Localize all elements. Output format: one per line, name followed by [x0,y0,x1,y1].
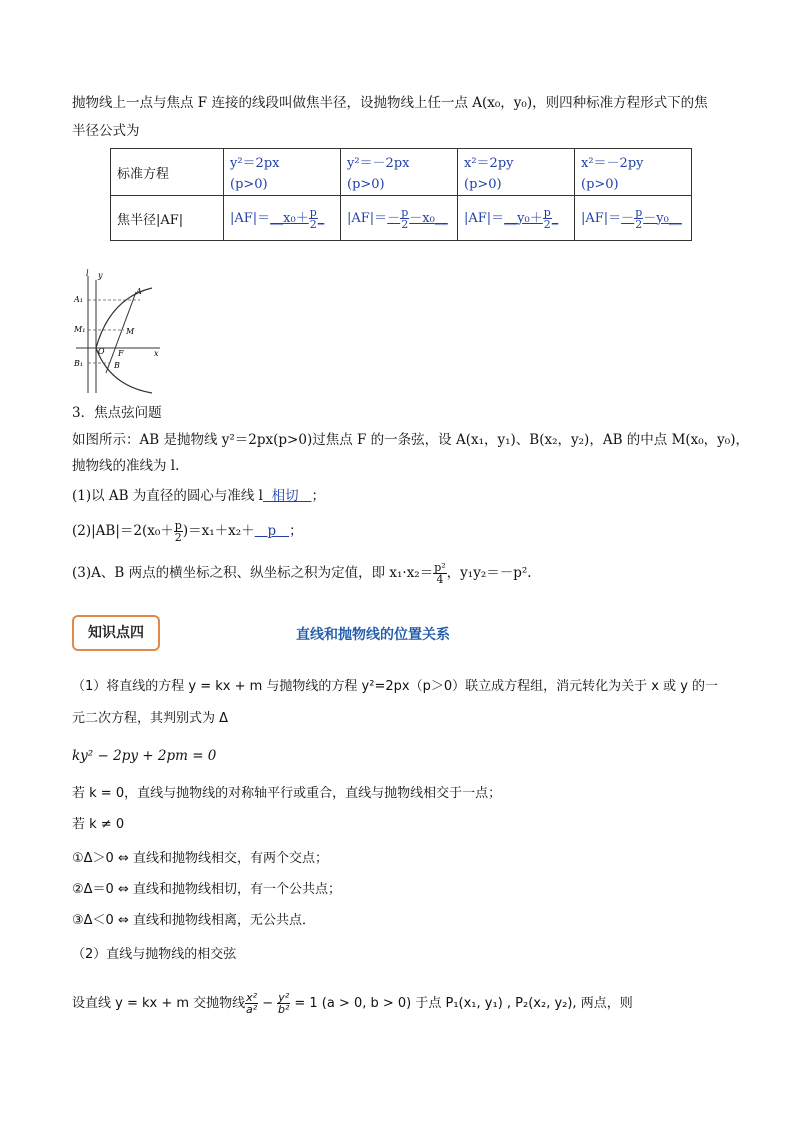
table-cell: x²＝2py (p>0) [458,149,575,196]
table-cell: |AF|＝__x₀＋ $\frac{p}{2}$ _ [224,196,341,241]
table-cell: |AF|＝__y₀＋ $\frac{p}{2}$ _ [458,196,575,241]
section-title: 直线和抛物线的位置关系 [296,627,450,643]
label-m1: M₁ [74,325,86,334]
label-a1: A₁ [74,295,83,304]
body-line-7: ②Δ＝0 ⇔ 直线和抛物线相切，有一个公共点； [72,882,341,897]
table-cell: |AF|＝－ $\frac{p}{2}$ －y₀__ [575,196,692,241]
table-row [111,149,692,196]
section3-item3: (3)A、B 两点的横坐标之积、纵坐标之积为定值，即 x₁·x₂＝ $\frac{\text{p²}}{4}$ ，y₁y₂＝－p². [72,561,532,586]
equation: ky² − 2py + 2pm = 0 [72,748,217,764]
section3-p1: 如图所示：AB 是抛物线 y²＝2px(p>0)过焦点 F 的一条弦，设 A(x₁，y₁)、B(x₂，y₂)，AB 的中点 M(x₀，y₀)， [72,432,749,448]
label-y: y [98,271,103,280]
label-a: A [136,287,142,296]
label-l: l [86,269,89,278]
body-line-5: 若 k ≠ 0 [72,817,125,832]
section3-item2: (2)|AB|＝2(x₀＋ $\frac{p}{2}$ )＝x₁＋x₂＋ p ； [72,519,303,544]
body-line-4: 若 k = 0，直线与抛物线的对称轴平行或重合，直线与抛物线相交于一点； [72,786,502,801]
label-x: x [154,349,159,358]
intro-line-1: 抛物线上一点与焦点 F 连接的线段叫做焦半径，设抛物线上任一点 A(x₀，y₀)，则四种标准方程形式下的焦 [72,95,708,111]
knowledge-point-badge: 知识点四 [72,615,160,651]
label-b1: B₁ [74,359,84,368]
label-b: B [114,361,120,370]
parabola-figure [70,268,170,398]
table-head-standard-eq: 标准方程 [111,149,224,196]
body-line-6: ①Δ＞0 ⇔ 直线和抛物线相交，有两个交点； [72,851,328,866]
intro-line-2: 半径公式为 [72,123,140,139]
parabola-curve [96,288,152,393]
section3-title: 3．焦点弦问题 [72,405,162,421]
table-cell: |AF|＝－ $\frac{p}{2}$ －x₀__ [341,196,458,241]
table-cell: y²＝－2px (p>0) [341,149,458,196]
label-m: M [126,327,135,336]
body-line-8: ③Δ＜0 ⇔ 直线和抛物线相离，无公共点． [72,913,315,928]
table-head-focal-radius: 焦半径|AF| [111,196,224,241]
body-line-2: 元二次方程，其判别式为 Δ [72,711,229,726]
label-o: O [98,347,105,356]
table-cell: x²＝－2py (p>0) [575,149,692,196]
table-row [111,196,692,241]
label-f: F [118,349,124,358]
focal-radius-table [110,148,692,241]
section3-item1: (1)以 AB 为直径的圆心与准线 l 相切 ； [72,488,325,504]
section3-p2: 抛物线的准线为 l. [72,458,180,474]
body-line-9: （2）直线与抛物线的相交弦 [72,947,237,962]
body-line-1: （1）将直线的方程 y = kx + m 与抛物线的方程 y²=2px（p＞0）联立成方程组，消元转化为关于 x 或 y 的一 [72,679,719,694]
body-line-10: 设直线 y = kx + m 交抛物线 $\frac{\text{x²}}{\text{a²}}$ − $\frac{\text{y²}}{\text{b²}}$ = 1 (a > 0, b > 0) 于点 P₁(x₁, y₁) , P₂(x₂, y₂), 两点，则 [72,991,633,1016]
table-cell: y²＝2px (p>0) [224,149,341,196]
